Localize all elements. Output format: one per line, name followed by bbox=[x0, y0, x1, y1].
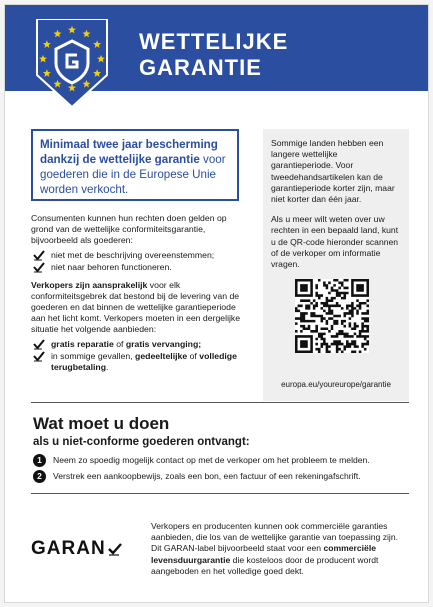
intro-paragraph: Consumenten kunnen hun rechten doen gelden op grond van de wettelijke conformiteitsgarantie, bijvoorbeeld als goederen: bbox=[31, 213, 227, 246]
list-item bbox=[31, 262, 243, 274]
liability-paragraph bbox=[31, 280, 243, 336]
info-url[interactable]: europa.eu/youreurope/garantie bbox=[281, 380, 391, 389]
check-icon bbox=[33, 262, 45, 273]
list-item bbox=[31, 351, 243, 373]
remedy-connector: of bbox=[187, 350, 200, 361]
garan-text-2: die kosteloos door de producent wordt aangeboden en het volledige goed dekt. bbox=[151, 554, 379, 576]
page-title bbox=[139, 29, 288, 81]
check-icon bbox=[33, 250, 45, 261]
eu-stars-shield-icon bbox=[33, 19, 111, 109]
qr-code-icon[interactable] bbox=[295, 279, 369, 353]
bullet-text: niet met de beschrijving overeenstemmen; bbox=[51, 249, 215, 260]
key-message-callout bbox=[31, 129, 239, 201]
list-item bbox=[31, 339, 243, 351]
divider bbox=[31, 493, 409, 494]
remedy-full-refund: volledige terugbetaling bbox=[51, 350, 237, 372]
check-icon bbox=[108, 542, 122, 556]
callout-normal: voor goederen die in de Europese Unie worden verkocht. bbox=[40, 153, 226, 196]
remedy-punct: . bbox=[106, 361, 109, 372]
step-text: Neem zo spoedig mogelijk contact op met de verkoper om het probleem te melden. bbox=[53, 455, 370, 465]
remedy-bullets bbox=[31, 339, 243, 373]
step-number: 2 bbox=[33, 470, 46, 483]
remedy-connector: of bbox=[113, 338, 126, 349]
bullet-text: niet naar behoren functioneren. bbox=[51, 261, 172, 272]
check-icon bbox=[33, 339, 45, 350]
liability-text: voor elk conformiteitsgebrek dat bestond bij de levering van de goederen en dat binnen de wettelijke garantieperiode aan het licht komt. Verkopers moeten in een dergelijke situatie het volgende aanbieden: bbox=[31, 279, 241, 335]
check-icon bbox=[33, 351, 45, 362]
rights-section bbox=[31, 213, 243, 379]
garan-logo bbox=[31, 533, 141, 565]
divider bbox=[31, 402, 409, 403]
list-item bbox=[31, 250, 243, 262]
liability-bold: Verkopers zijn aansprakelijk bbox=[31, 279, 148, 290]
garan-bold: commerciële levensduurgarantie bbox=[151, 543, 376, 565]
garan-text-1: Verkopers en producenten kunnen ook commerciële garanties aanbieden, die los van de wettelijke garantie van toepassing zijn. Dit GARAN-label bijvoorbeeld staat voor een bbox=[151, 521, 398, 554]
title-line-2: GARANTIE bbox=[139, 55, 262, 80]
remedy-replacement: gratis vervanging bbox=[125, 338, 199, 349]
sidebar-paragraph-1: Sommige landen hebben een langere wettelijke garantieperiode. Voor tweedehandsartikelen kan de garantieperiode korter zijn, maar niet korter dan één jaar. bbox=[271, 138, 395, 205]
remedy-punct: ; bbox=[198, 338, 202, 349]
step-number: 1 bbox=[33, 454, 46, 467]
garan-wordmark: GARAN bbox=[31, 538, 106, 559]
conformity-bullets bbox=[31, 250, 243, 274]
remedy-partial: gedeeltelijke bbox=[135, 350, 188, 361]
remedy-prefix: in sommige gevallen, bbox=[51, 350, 136, 361]
header-banner bbox=[5, 5, 428, 91]
callout-bold: Minimaal twee jaar bescherming dankzij de wettelijke garantie bbox=[40, 138, 218, 166]
section-subtitle: als u niet-conforme goederen ontvangt: bbox=[33, 436, 250, 448]
garan-description bbox=[151, 521, 409, 577]
warranty-notice bbox=[4, 4, 429, 603]
sidebar-paragraph-2: Als u meer wilt weten over uw rechten in een bepaald land, kunt u de QR-code hieronder scannen of de verkoper om informatie vragen. bbox=[271, 214, 399, 270]
title-line-1: WETTELIJKE bbox=[139, 29, 289, 54]
country-info-sidebar bbox=[263, 129, 409, 401]
step-text: Verstrek een aankoopbewijs, zoals een bon, een factuur of een rekeningafschrift. bbox=[53, 471, 361, 481]
remedy-repair: gratis reparatie bbox=[51, 338, 114, 349]
section-title: Wat moet u doen bbox=[33, 414, 170, 433]
